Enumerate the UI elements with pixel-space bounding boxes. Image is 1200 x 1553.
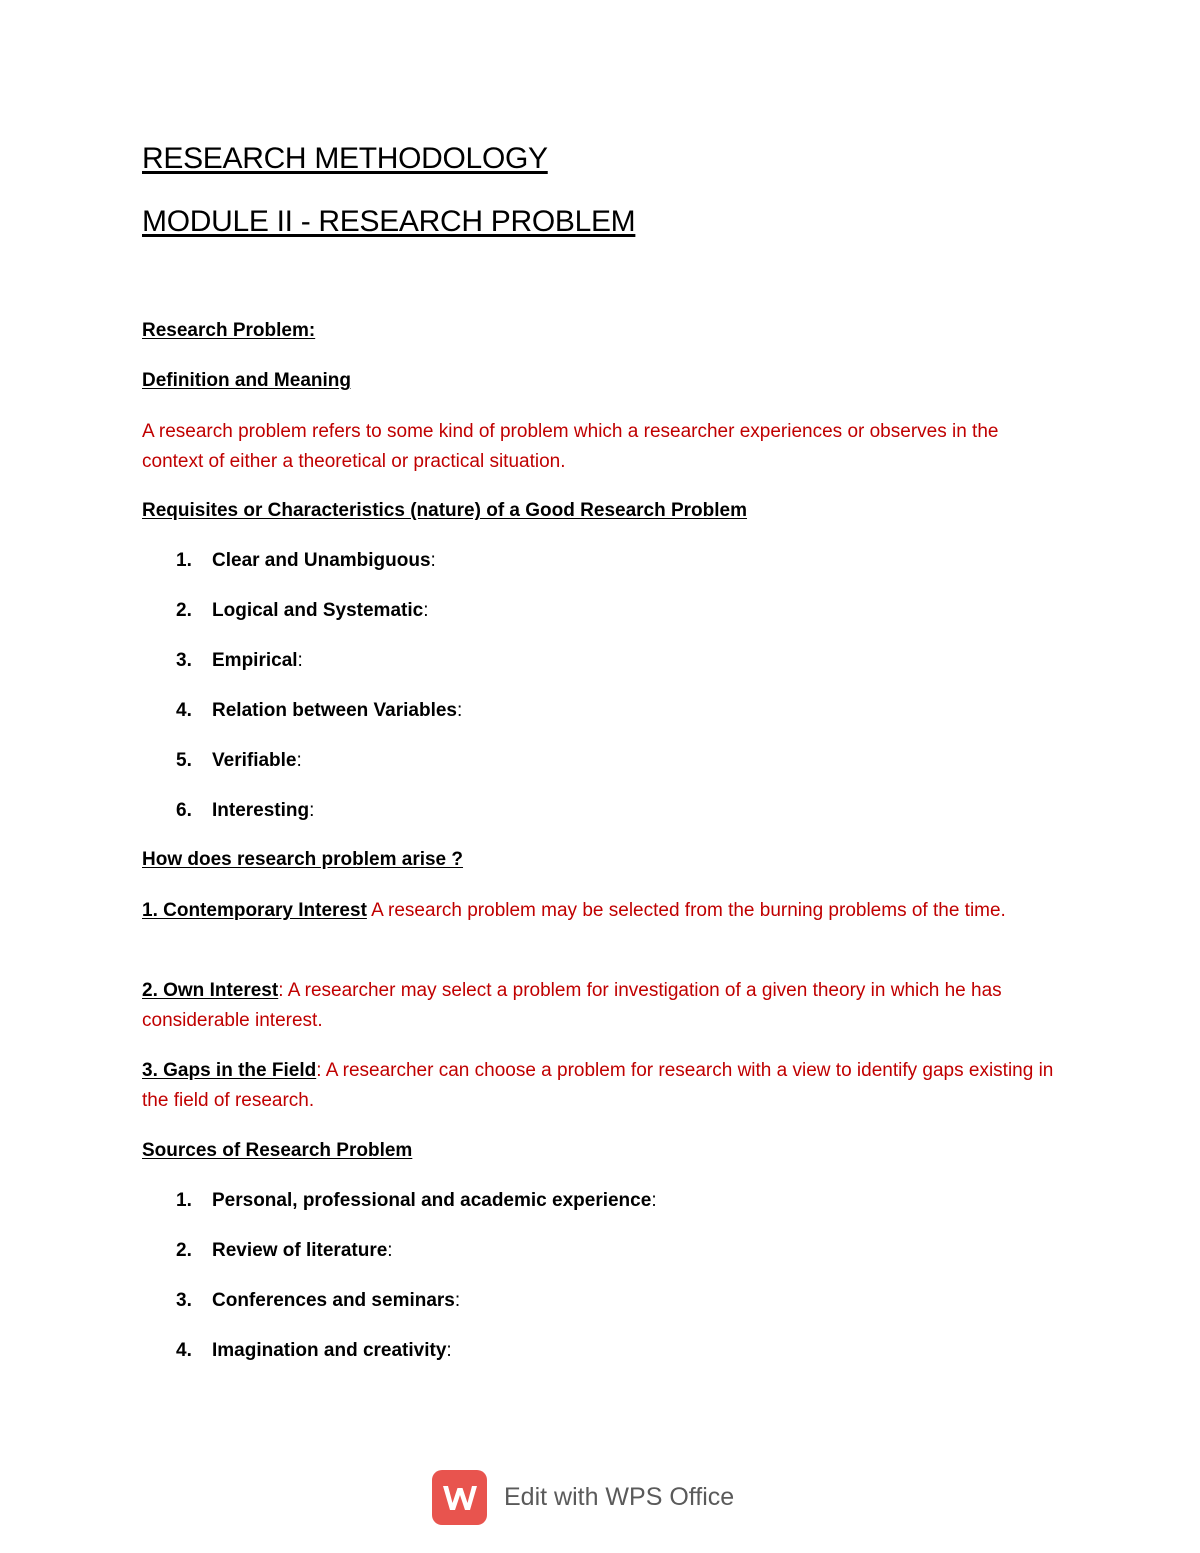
list-item: 5. Verifiable: <box>176 750 302 771</box>
list-item: 2. Review of literature: <box>176 1240 393 1261</box>
arise-item-2: 2. Own Interest: A researcher may select a problem for investigation of a given theory in which he has considerable interest. <box>142 980 1002 1031</box>
list-item: 2. Logical and Systematic: <box>176 600 429 621</box>
arise-item-1: 1. Contemporary Interest A research problem may be selected from the burning problems of the time. <box>142 900 1006 921</box>
list-item: 4. Relation between Variables: <box>176 700 463 721</box>
arise-item-3: 3. Gaps in the Field: A researcher can choose a problem for research with a view to identify gaps existing in the field of research. <box>142 1060 1054 1111</box>
requisites-list <box>142 549 462 849</box>
list-item: 3. Empirical: <box>176 650 303 671</box>
wps-edit-label: Edit with WPS Office <box>504 1483 735 1511</box>
sources-list <box>142 1189 657 1389</box>
edit-with-wps-button[interactable] <box>432 1470 734 1525</box>
document-title: RESEARCH METHODOLOGY <box>142 142 548 175</box>
wps-logo-icon <box>432 1470 487 1525</box>
list-item: 6. Interesting: <box>176 800 315 821</box>
module-title: MODULE II - RESEARCH PROBLEM <box>142 205 636 238</box>
definition-heading: Definition and Meaning <box>142 370 351 391</box>
sources-heading: Sources of Research Problem <box>142 1140 413 1161</box>
definition-text: A research problem refers to some kind of problem which a researcher experiences or observes in the context of either a theoretical or practical situation. <box>142 421 999 472</box>
arise-heading: How does research problem arise ? <box>142 849 464 870</box>
requisites-heading: Requisites or Characteristics (nature) of a Good Research Problem <box>142 500 748 521</box>
list-item: 4. Imagination and creativity: <box>176 1340 452 1361</box>
list-item: 1. Clear and Unambiguous: <box>176 550 436 571</box>
research-problem-heading: Research Problem: <box>142 320 316 341</box>
list-item: 3. Conferences and seminars: <box>176 1290 461 1311</box>
list-item: 1. Personal, professional and academic experience: <box>176 1190 657 1211</box>
